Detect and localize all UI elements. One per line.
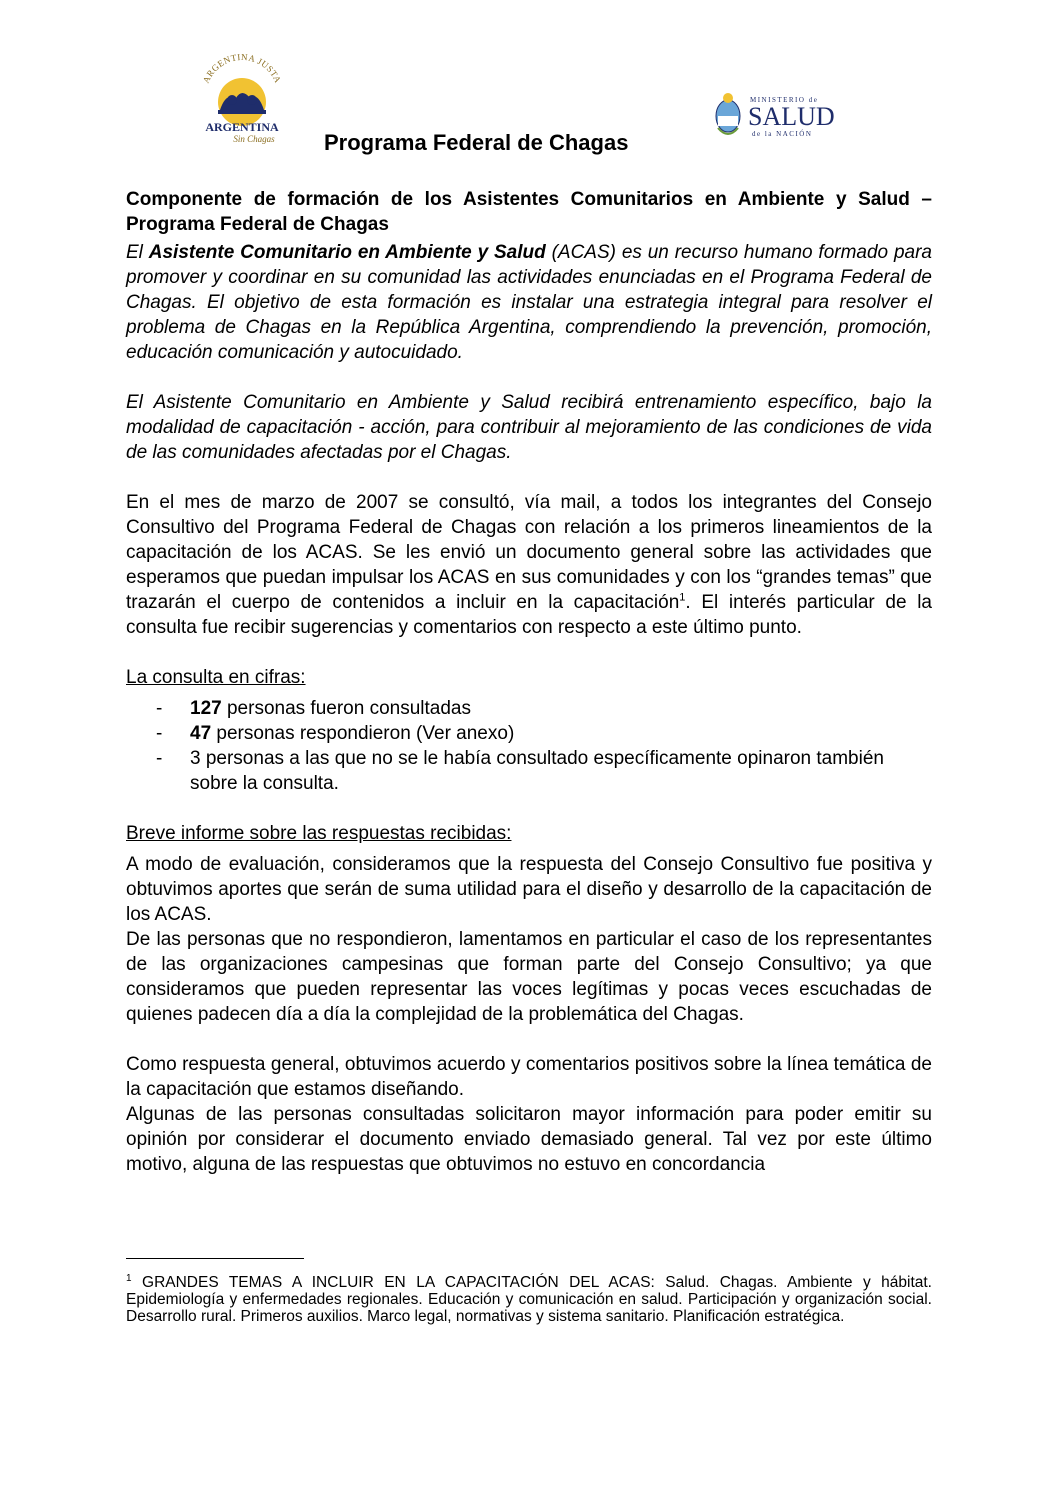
list-item: - 127 personas fueron consultadas bbox=[126, 696, 932, 721]
training-paragraph: El Asistente Comunitario en Ambiente y Salud recibirá entrenamiento específico, bajo la modalidad de capacitación - acción, para contribuir al mejoramiento de las condiciones de vida de las comunidades afectadas por el Chagas. bbox=[126, 392, 932, 463]
consultation-paragraph: En el mes de marzo de 2007 se consultó, vía mail, a todos los integrantes del Consejo Consultivo del Programa Federal de Chagas con relación a los primeros lineamientos de la capacitación de los ACAS. Se les envió un documento general sobre las actividades que esperamos que puedan impulsar los ACAS en sus comunidades y con los “grandes temas” que trazarán el cuerpo de contenidos a incluir en la capacitación$^1$. El interés particular de la consulta fue recibir sugerencias y comentarios con respecto a este último punto. bbox=[126, 492, 932, 638]
informe-paragraph: A modo de evaluación, consideramos que la respuesta del Consejo Consultivo fue positiva y obtuvimos aportes que serán de suma utilidad para el diseño y desarrollo de la capacitación de los ACAS. bbox=[126, 854, 932, 925]
svg-text:SALUD: SALUD bbox=[748, 102, 835, 131]
svg-text:Sin Chagas: Sin Chagas bbox=[233, 134, 275, 144]
informe-paragraph: De las personas que no respondieron, lamentamos en particular el caso de los representantes de las organizaciones campesinas que forman parte del Consejo Consultivo; ya que consideramos que pueden representar las voces legítimas y pocas veces escuchadas de quienes padecen día a día la complejidad de la problemática del Chagas. bbox=[126, 929, 932, 1025]
footnote-ref: 1 bbox=[679, 591, 686, 604]
informe-heading: Breve informe sobre las respuestas recibidas: bbox=[126, 823, 512, 844]
informe-paragraph: Algunas de las personas consultadas solicitaron mayor información para poder emitir su opinión por considerar el documento enviado demasiado general. Tal vez por este último motivo, alguna de las respuestas que obtuvimos no estuvo en concordancia bbox=[126, 1104, 932, 1175]
page-title: Programa Federal de Chagas bbox=[324, 130, 629, 155]
footnote-marker: 1 bbox=[126, 1272, 132, 1284]
footnote-separator bbox=[126, 1258, 304, 1259]
argentina-sin-chagas-logo bbox=[192, 52, 292, 152]
cifras-list bbox=[126, 696, 932, 796]
informe-paragraph: Como respuesta general, obtuvimos acuerdo y comentarios positivos sobre la línea temática de la capacitación que estamos diseñando. bbox=[126, 1054, 932, 1100]
document-body bbox=[126, 187, 932, 1177]
ministerio-salud-logo bbox=[712, 84, 852, 146]
svg-text:MINISTERIO de: MINISTERIO de bbox=[750, 96, 819, 104]
acas-term: Asistente Comunitario en Ambiente y Salud bbox=[148, 242, 546, 263]
cifras-heading: La consulta en cifras: bbox=[126, 667, 306, 688]
svg-text:ARGENTINA: ARGENTINA bbox=[205, 120, 279, 134]
section-heading: Componente de formación de los Asistentes Comunitarios en Ambiente y Salud – Programa Federal de Chagas bbox=[126, 189, 932, 235]
svg-text:ARGENTINA JUSTA: ARGENTINA JUSTA bbox=[200, 52, 284, 85]
svg-text:de la NACIÓN: de la NACIÓN bbox=[752, 130, 813, 138]
list-item: - 47 personas respondieron (Ver anexo) bbox=[126, 721, 932, 746]
list-item: - 3 personas a las que no se le había consultado específicamente opinaron también sobre la consulta. bbox=[126, 746, 932, 796]
footnote: $^1$ GRANDES TEMAS A INCLUIR EN LA CAPACITACIÓN DEL ACAS: Salud. Chagas. Ambiente y hábitat. Epidemiología y enfermedades regionales. Educación y comunicación en salud. Participación y organización social. Desarrollo rural. Primeros auxilios. Marco legal, normativas y sistema sanitario. Planificación estratégica. bbox=[126, 1272, 932, 1325]
intro-paragraph: El Asistente Comunitario en Ambiente y Salud (ACAS) es un recurso humano formado para promover y coordinar en su comunidad las actividades enunciadas en el Programa Federal de Chagas. El objetivo de esta formación es instalar una estrategia integral para resolver el problema de Chagas en la República Argentina, comprendiendo la prevención, promoción, educación comunicación y autocuidado. bbox=[126, 242, 932, 363]
